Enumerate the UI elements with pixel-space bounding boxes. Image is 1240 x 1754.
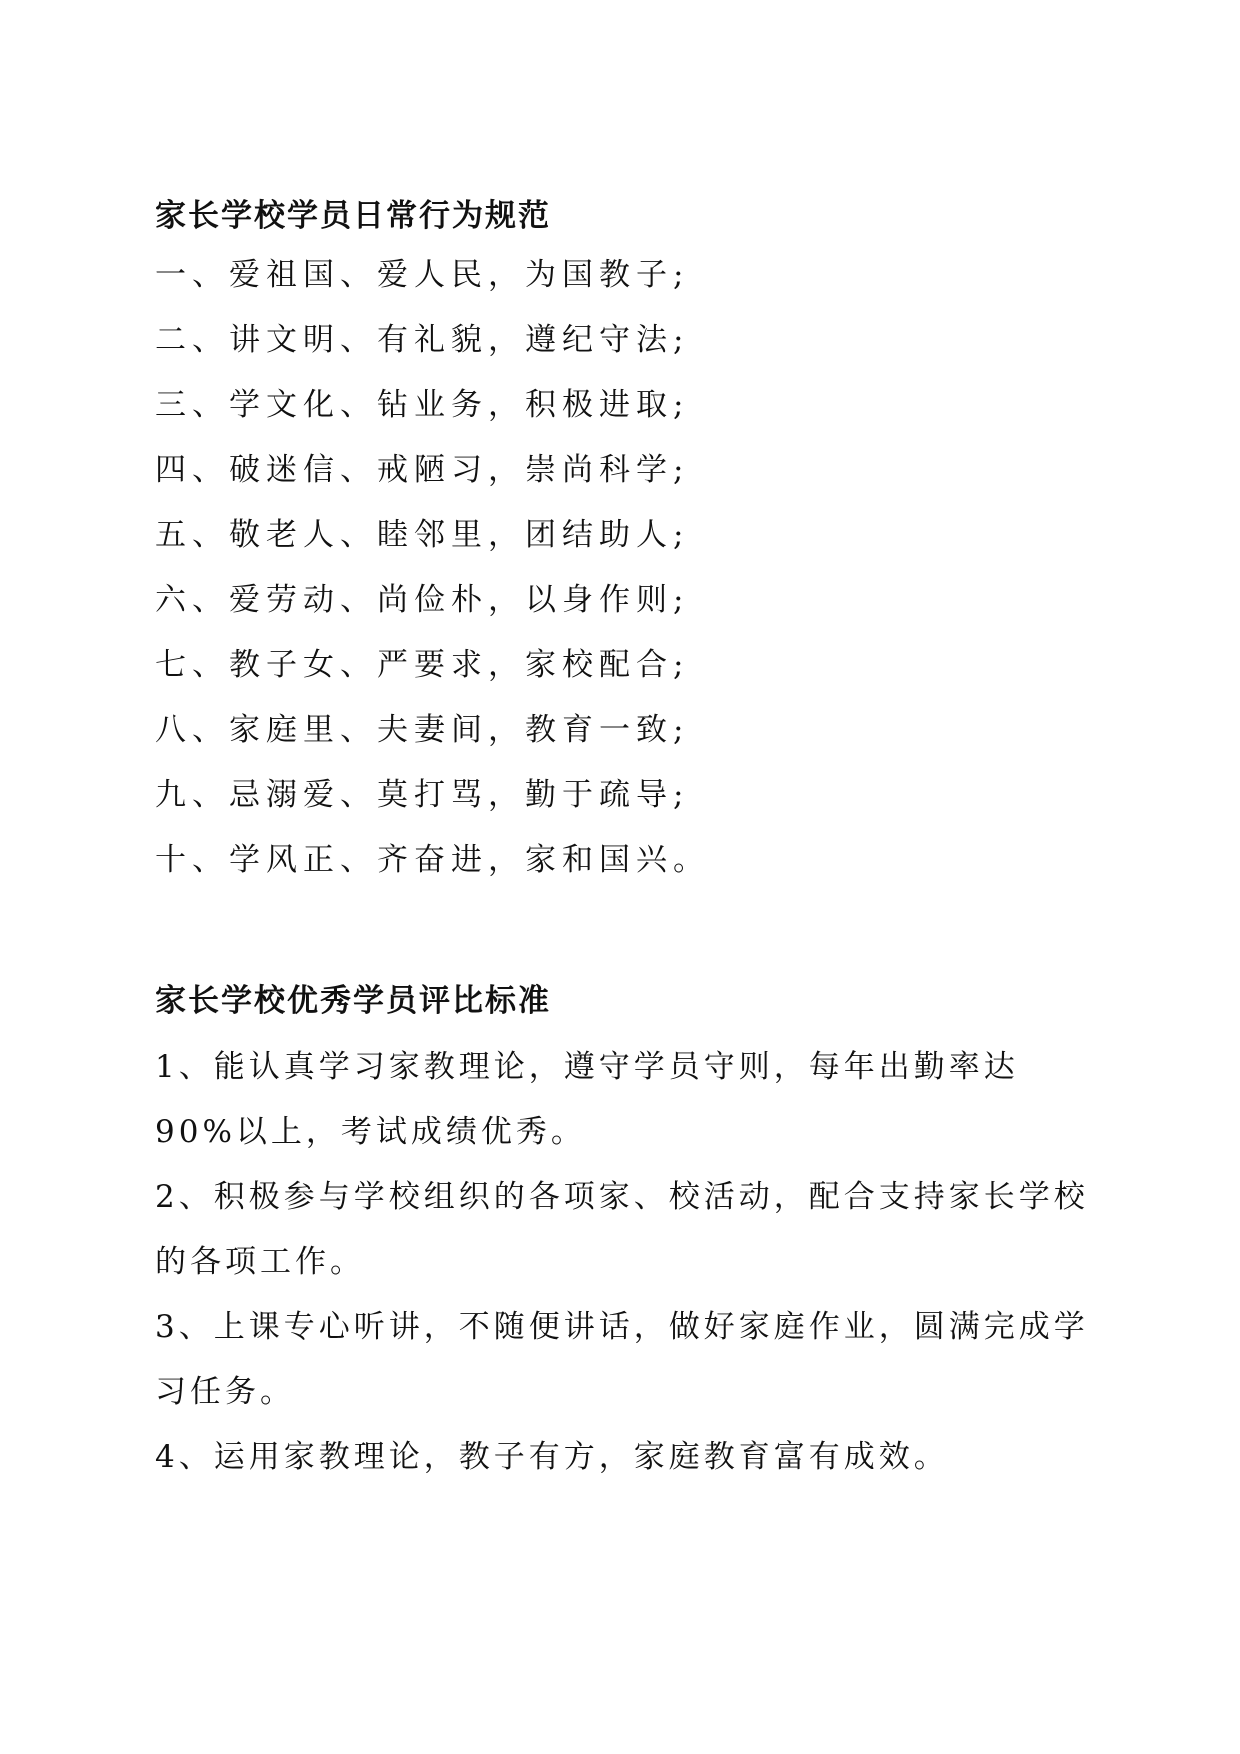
criteria-item: 2、积极参与学校组织的各项家、校活动，配合支持家长学校的各项工作。: [155, 1179, 1089, 1280]
criteria-item: 3、上课专心听讲，不随便讲话，做好家庭作业，圆满完成学习任务。: [155, 1309, 1089, 1410]
rule-item: 六、爱劳动、尚俭朴，以身作则;: [155, 582, 690, 618]
rule-item: 四、破迷信、戒陋习，崇尚科学;: [155, 452, 690, 488]
rule-item: 七、教子女、严要求，家校配合;: [155, 647, 690, 683]
rule-item: 八、家庭里、夫妻间，教育一致;: [155, 712, 690, 748]
rule-item: 五、敬老人、睦邻里，团结助人;: [155, 517, 690, 553]
evaluation-criteria-list: [155, 1035, 1090, 1490]
rule-item: 十、学风正、齐奋进，家和国兴。: [155, 842, 710, 878]
rule-item: 三、学文化、钻业务，积极进取;: [155, 387, 690, 423]
rule-item: 一、爱祖国、爱人民，为国教子;: [155, 257, 690, 293]
rule-item: 二、讲文明、有礼貌，遵纪守法;: [155, 322, 690, 358]
criteria-item: 4、运用家教理论，教子有方，家庭教育富有成效。: [155, 1439, 949, 1475]
criteria-item: 1、能认真学习家教理论，遵守学员守则，每年出勤率达 90%以上，考试成绩优秀。: [155, 1049, 1019, 1150]
rule-item: 九、忌溺爱、莫打骂，勤于疏导;: [155, 777, 690, 813]
section-title-evaluation-criteria: 家长学校优秀学员评比标准: [155, 983, 551, 1019]
section-title-code-of-conduct: 家长学校学员日常行为规范: [155, 198, 551, 234]
conduct-rules-list: [155, 252, 710, 902]
